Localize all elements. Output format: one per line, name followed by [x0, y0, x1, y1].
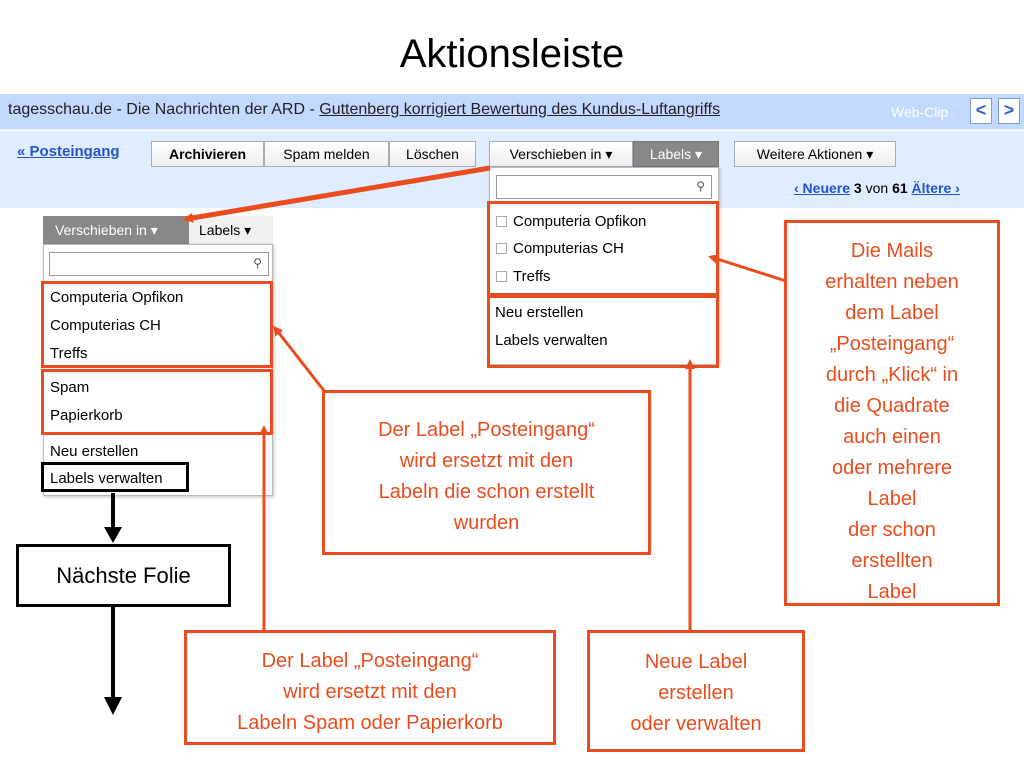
back-to-inbox-link[interactable]: « Posteingang [17, 143, 120, 160]
highlight-user-labels-right [487, 201, 719, 296]
web-clip-headline-link[interactable]: Guttenberg korrigiert Bewertung des Kundus-Luftangriffs [319, 101, 721, 118]
highlight-manage-labels [41, 462, 189, 492]
move-manage-labels[interactable]: Labels verwalten [50, 470, 163, 487]
note-replace-spam: Der Label „Posteingang“ wird ersetzt mit den Labeln Spam oder Papierkorb [184, 630, 556, 745]
older-link[interactable]: Ältere › [911, 180, 960, 196]
pager-total: 61 [892, 180, 908, 196]
arrow-replace-labels [275, 328, 325, 392]
note-replace-labels: Der Label „Posteingang“ wird ersetzt mit den Labeln die schon erstellt wurden [322, 390, 651, 555]
labels-search-input[interactable] [496, 175, 712, 199]
web-clip-text [8, 101, 720, 119]
next-slide-box: Nächste Folie [16, 544, 231, 607]
label-option-computerias-ch[interactable]: Computerias CH [496, 240, 624, 257]
slide-title: Aktionsleiste [399, 32, 625, 76]
move-to-tab[interactable]: Verschieben in ▾ [43, 216, 189, 244]
archive-button[interactable]: Archivieren [151, 141, 264, 167]
web-clip-label: Web-Clip [891, 104, 949, 120]
note-checkbox: Die Mails erhalten neben dem Label „Posteingang“ durch „Klick“ in die Quadrate auch einen oder mehrere Label der schon erstellten Label [784, 220, 1000, 606]
note-new-label: Neue Label erstellen oder verwalten [587, 630, 805, 752]
more-actions-button[interactable]: Weitere Aktionen ▾ [734, 141, 896, 167]
move-create-new[interactable]: Neu erstellen [50, 443, 139, 460]
web-clip-source: tagesschau.de - Die Nachrichten der ARD - [8, 101, 315, 118]
arrowhead-down [104, 697, 122, 715]
label-option-treffs[interactable]: Treffs [496, 268, 551, 285]
web-clip-prev-button[interactable]: < [970, 98, 992, 124]
move-option-treffs[interactable]: Treffs [50, 345, 88, 362]
move-option-trash[interactable]: Papierkorb [50, 407, 123, 424]
move-option-spam[interactable]: Spam [50, 379, 90, 396]
magnifier-icon: ⚲ [253, 256, 262, 270]
move-option-computerias-ch[interactable]: Computerias CH [50, 317, 161, 334]
newer-link[interactable]: ‹ Neuere [794, 180, 851, 196]
arrow-checkbox [711, 257, 786, 281]
magnifier-icon: ⚲ [696, 179, 705, 193]
label-option-computeria-opfikon[interactable]: Computeria Opfikon [496, 213, 646, 230]
highlight-system-labels [41, 369, 273, 435]
delete-button[interactable]: Löschen [389, 141, 476, 167]
pager-of: von [865, 180, 889, 196]
report-spam-button[interactable]: Spam melden [264, 141, 389, 167]
move-option-computeria-opfikon[interactable]: Computeria Opfikon [50, 289, 184, 306]
highlight-user-labels-left [41, 281, 273, 368]
move-search-input[interactable] [49, 252, 269, 276]
labels-manage[interactable]: Labels verwalten [495, 332, 608, 349]
highlight-new-manage [487, 295, 719, 368]
labels-tab[interactable]: Labels ▾ [189, 216, 273, 244]
labels-button[interactable]: Labels ▾ [633, 141, 719, 167]
web-clip-next-button[interactable]: > [998, 98, 1020, 124]
move-to-button[interactable]: Verschieben in ▾ [489, 141, 633, 167]
pager [794, 180, 960, 196]
pager-current: 3 [853, 180, 862, 196]
labels-create-new[interactable]: Neu erstellen [495, 304, 584, 321]
arrowhead-to-next-slide [104, 527, 122, 543]
